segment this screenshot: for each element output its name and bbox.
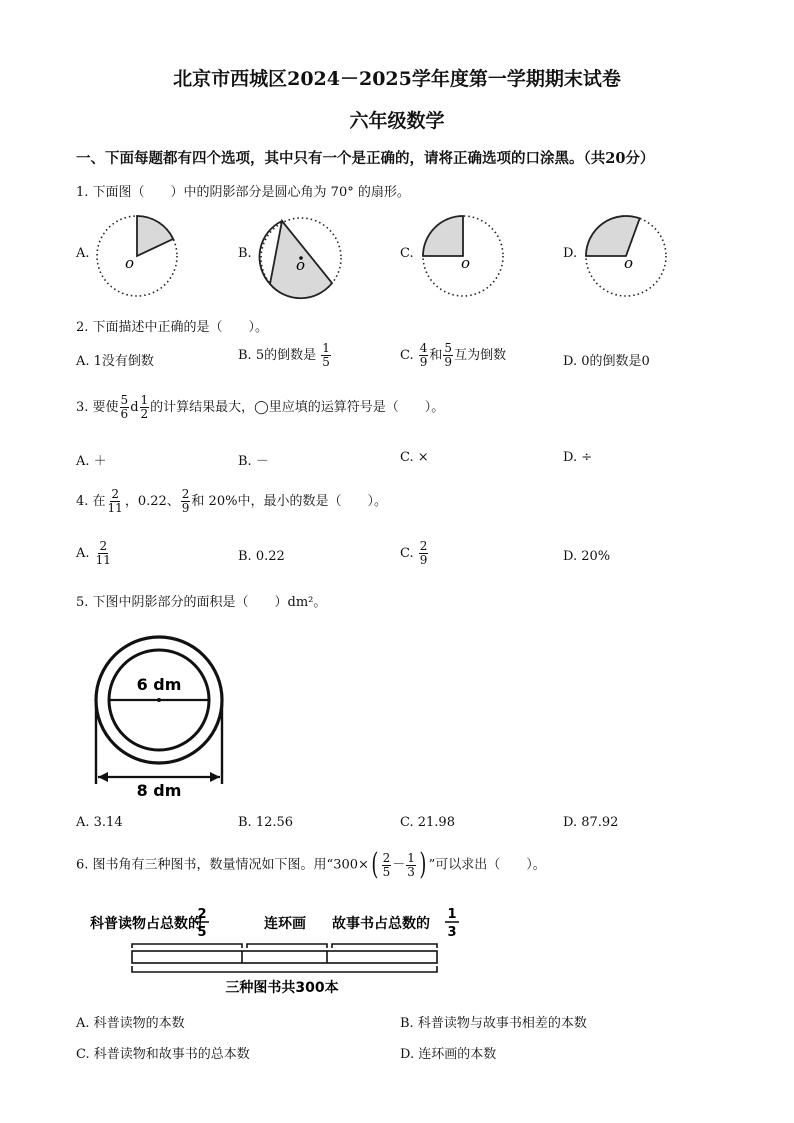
q5-option-a: A. 3.14 [76,815,123,830]
q5-option-c: C. 21.98 [400,815,455,830]
q2-option-b: B. 5的倒数是 $\frac{1}{5}$ [238,341,330,369]
q1-d-center-label: o [624,254,634,272]
question-6-stem: 6. 图书角有三种图书，数量情况如下图。用“300×( $\frac{2}{5}$ － $\frac{1}{3}$ ) ”可以求出（ ）。 [76,847,546,882]
q3-option-b: B. － [238,454,269,469]
q1-option-a-label: A. [76,246,90,261]
svg-text:3: 3 [447,925,457,940]
q1-c-center-label: o [461,254,471,272]
q1-b-center-label: o [296,256,306,274]
q1-option-c-figure [418,212,508,302]
q1-a-center-label: o [125,254,135,272]
q2-option-d: D. 0的倒数是0 [563,354,650,369]
section-heading: 一、下面每题都有四个选项，其中只有一个是正确的，请将正确选项的口涂黑。（共20分） [76,150,655,167]
q1-option-d-figure [581,212,671,302]
question-2-stem: 2. 下面描述中正确的是（ ）。 [76,320,269,335]
question-1-stem: 1. 下面图（ ）中的阴影部分是圆心角为 70° 的扇形。 [76,185,410,200]
q1-c-sector [423,216,463,256]
q6-option-a: A. 科普读物的本数 [76,1016,185,1031]
page-subtitle: 六年级数学 [349,110,445,132]
q3-option-a: A. ＋ [76,454,107,469]
q3-option-d: D. ÷ [563,450,593,465]
q5-option-d: D. 87.92 [563,815,619,830]
q4-option-c: C. $\frac{2}{9}$ [400,539,428,567]
q6-label-bottom: 三种图书共300本 [225,980,339,996]
page-title: 北京市西城区2024－2025学年度第一学期期末试卷 [173,68,621,90]
svg-text:2: 2 [197,907,207,922]
q1-option-b-label: B. [238,246,252,261]
q1-option-c-label: C. [400,246,414,261]
q6-label-left: 科普读物占总数的 [90,916,202,932]
q6-label-middle: 连环画 [264,916,306,932]
q5-option-b: B. 12.56 [238,815,294,830]
q1-d-sector [586,216,640,256]
q3-option-c: C. × [400,450,429,465]
q1-a-sector [137,216,173,256]
q6-option-b: B. 科普读物与故事书相差的本数 [400,1016,587,1031]
q2-option-a: A. 1没有倒数 [76,354,154,369]
question-5-stem: 5. 下图中阴影部分的面积是（ ）dm²。 [76,595,327,610]
svg-text:1: 1 [447,907,457,922]
q1-option-a-figure [94,212,184,302]
q6-option-c: C. 科普读物和故事书的总本数 [76,1047,250,1062]
q4-option-a: A. $\frac{2}{11}$ [76,539,111,567]
q1-option-b-figure [256,212,346,302]
q4-option-d: D. 20% [563,549,611,564]
q4-option-b: B. 0.22 [238,549,285,564]
question-4-stem: 4. 在 $\frac{2}{11}$ ，0.22、 $\frac{2}{9}$ 和 20%中，最小的数是（ ）。 [76,487,387,515]
q5-outer-label: 8 dm [136,781,182,798]
q6-bar-diagram [82,904,472,1002]
q6-label-right: 故事书占总数的 [332,916,430,932]
svg-text:5: 5 [197,925,207,940]
q6-option-d: D. 连环画的本数 [400,1047,497,1062]
q5-inner-label: 6 dm [136,675,182,694]
q2-option-c: C. $\frac{4}{9}$ 和 $\frac{5}{9}$ 互为倒数 [400,341,507,369]
q1-option-d-label: D. [563,246,578,261]
q6-bar [132,951,437,963]
question-3-stem: 3. 要使 $\frac{5}{6}$ d $\frac{1}{2}$ 的计算结果最大，◯里应填的运算符号是（ ）。 [76,393,445,421]
q5-ring-figure [88,632,238,798]
